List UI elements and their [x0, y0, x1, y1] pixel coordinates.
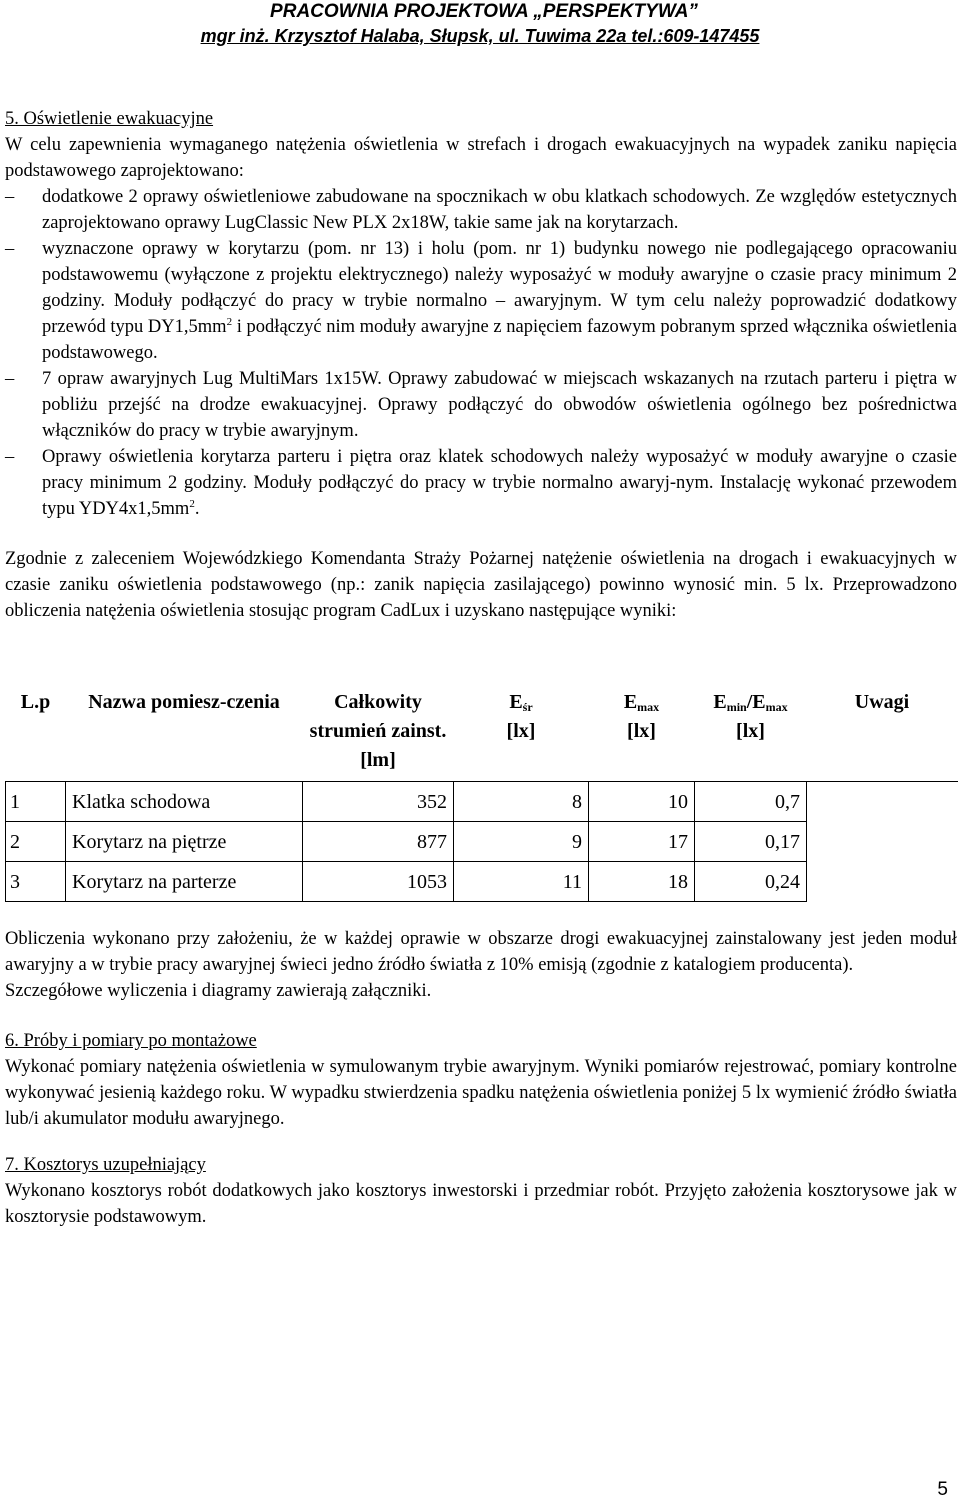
header-e-ratio: $E_{min}/E_{max}$ [lx] — [713, 691, 788, 742]
section-5-paragraph-3: Obliczenia wykonano przy założeniu, że w każdej oprawie w obszarze drogi ewakuacyjnej zainstalowany jest jeden moduł awaryjny a w trybie pracy awaryjnej świeci jedno źródło światła z 10% emisją (zgodnie z katalogiem producenta). — [5, 929, 957, 975]
company-address-text: mgr inż. Krzysztof Halaba, Słupsk, ul. Tuwima 22a tel.:609-147455 — [200, 26, 760, 46]
cell-notes — [807, 782, 958, 822]
cell-e-max: 17 — [589, 822, 695, 862]
dash-marker: – — [5, 369, 15, 389]
cell-e-avg: 8 — [454, 782, 589, 822]
section-5-paragraph-2: Zgodnie z zaleceniem Wojewódzkiego Komendanta Straży Pożarnej natężenie oświetlenia na drogach i ewakuacyjnych w czasie zaniku oświetlenia podstawowego (np.: zanik napięcia zasilającego) powinno wynosić min. 5 lx. Przeprowadzono obliczenia natężenia oświetlenia stosując program CadLux i uzyskano następujące wyniki: — [5, 549, 957, 621]
bullet-item — [5, 184, 957, 236]
header-e-max: $E_{max}$ [lx] — [623, 691, 660, 742]
cell-e-max: 10 — [589, 782, 695, 822]
cell-e-ratio: 0,7 — [695, 782, 807, 822]
bullet-text-continued: i podłączyć nim moduły awaryjne z napięciem fazowym pobranym sprzed włącznika oświetlenia podstawowego. — [42, 317, 957, 363]
bullet-text: Oprawy oświetlenia korytarza parteru i piętra oraz klatek schodowych należy wyposażyć w moduły awaryjne o czasie pracy minimum 2 godziny. Moduły podłączyć do pracy w trybie normalno awaryj-nym. Instalację wykonać przewodem typu YDY4x1,5mm — [42, 447, 957, 519]
bullet-item — [5, 236, 957, 366]
bullet-item — [5, 366, 957, 444]
cell-flux: 352 — [303, 782, 454, 822]
bullet-text: 7 opraw awaryjnych Lug MultiMars 1x15W. Oprawy zabudować w miejscach wskazanych na rzutach parteru i piętra w pobliżu przejść na drodze ewakuacyjnej. Oprawy podłączyć do obwodów oświetlenia ogólnego bez pośrednictwa włączników do pracy w trybie awaryjnym. — [42, 369, 957, 441]
dash-marker: – — [5, 187, 15, 207]
bullet-text: dodatkowe 2 oprawy oświetleniowe zabudowane na spocznikach w obu klatkach schodowych. Ze względów estetycznych zaprojektowano oprawy LugClassic New PLX 2x18W, takie same jak na korytarzach. — [42, 187, 957, 233]
results-table — [5, 680, 958, 902]
cell-notes — [807, 822, 958, 862]
dash-marker: – — [5, 447, 15, 467]
cell-lp: 3 — [6, 862, 66, 902]
cell-e-ratio: 0,24 — [695, 862, 807, 902]
document-body — [5, 106, 957, 1230]
table-row — [6, 822, 958, 862]
cell-notes — [807, 862, 958, 902]
cell-e-avg: 11 — [454, 862, 589, 902]
cell-e-max: 18 — [589, 862, 695, 902]
superscript: 2 — [189, 498, 195, 510]
section-7-heading: 7. Kosztorys uzupełniający — [5, 1155, 206, 1175]
cell-room-name: Korytarz na piętrze — [66, 822, 303, 862]
page-number: 5 — [937, 1479, 948, 1500]
bullet-item — [5, 444, 957, 522]
header-lp: L.p — [20, 691, 51, 713]
cell-flux: 877 — [303, 822, 454, 862]
section-6-heading: 6. Próby i pomiary po montażowe — [5, 1031, 257, 1051]
header-e-avg: $E_{śr}$ [lx] — [506, 691, 536, 742]
cell-room-name: Korytarz na parterze — [66, 862, 303, 902]
dash-marker: – — [5, 239, 15, 259]
section-5-paragraph-4: Szczegółowe wyliczenia i diagramy zawierają załączniki. — [5, 981, 432, 1001]
company-name: PRACOWNIA PROJEKTOWA „PERSPEKTYWA” — [270, 1, 698, 22]
table-header-row — [6, 680, 958, 782]
company-address — [0, 24, 960, 48]
table-row — [6, 862, 958, 902]
section-6-text: Wykonać pomiary natężenia oświetlenia w symulowanym trybie awaryjnym. Wyniki pomiarów rejestrować, pomiary kontrolne wykonywać jesienią każdego roku. W wypadku stwierdzenia spadku natężenia oświetlenia poniżej 5 lx wymienić źródło światła lub/i akumulator modułu awaryjnego. — [5, 1057, 957, 1129]
bullet-list — [5, 184, 957, 522]
bullet-text-continued: . — [194, 499, 200, 519]
cell-flux: 1053 — [303, 862, 454, 902]
cell-lp: 1 — [6, 782, 66, 822]
section-7-text: Wykonano kosztorys robót dodatkowych jako kosztorys inwestorski i przedmiar robót. Przyjęto założenia kosztorysowe jak w kosztorysie podstawowym. — [5, 1181, 957, 1227]
superscript: 2 — [226, 316, 233, 328]
header-notes: Uwagi — [854, 691, 910, 713]
table-row — [6, 782, 958, 822]
cell-lp: 2 — [6, 822, 66, 862]
page-header — [0, 0, 960, 48]
cell-e-ratio: 0,17 — [695, 822, 807, 862]
bullet-text: wyznaczone oprawy w korytarzu (pom. nr 13) i holu (pom. nr 1) budynku nowego nie podlegającego opracowaniu podstawowemu (wyłączone z projektu elektrycznego) należy wyposażyć w moduły awaryjne o czasie pracy minimum 2 godziny. Moduły podłączyć do pracy w trybie normalno – awaryjnym. W tym celu należy poprowadzić dodatkowy przewód typu DY1,5mm — [42, 239, 957, 337]
header-total-flux: Całkowity strumień zainst. [lm] — [309, 691, 447, 771]
section-5-heading: 5. Oświetlenie ewakuacyjne — [5, 109, 214, 129]
section-5-intro: W celu zapewnienia wymaganego natężenia oświetlenia w strefach i drogach ewakuacyjnych na wypadek zaniku napięcia podstawowego zaprojektowano: — [5, 135, 957, 181]
cell-room-name: Klatka schodowa — [66, 782, 303, 822]
header-room-name: Nazwa pomiesz-czenia — [88, 691, 280, 713]
cell-e-avg: 9 — [454, 822, 589, 862]
